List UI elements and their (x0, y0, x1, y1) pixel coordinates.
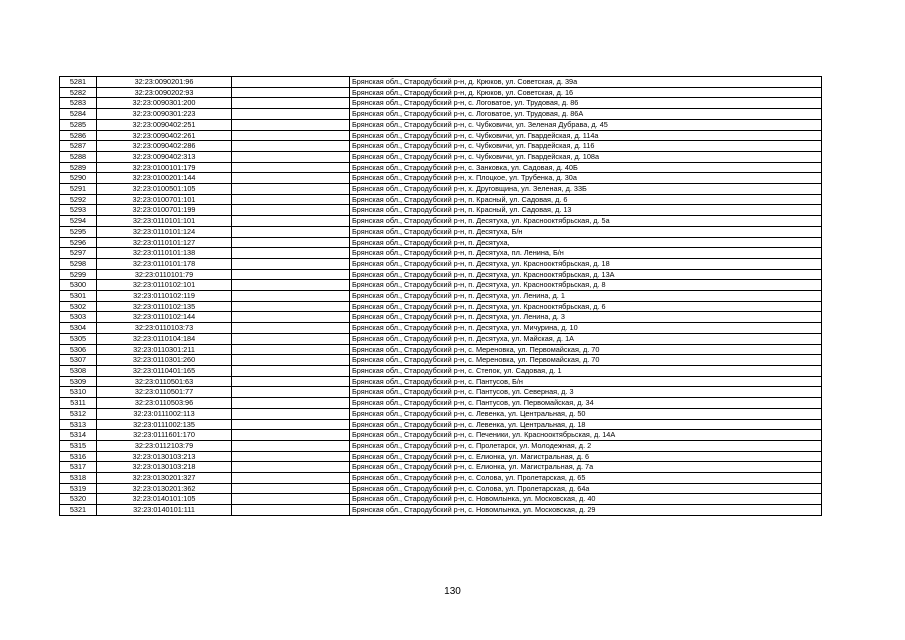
row-number-cell: 5285 (60, 119, 97, 130)
table-row (60, 162, 822, 173)
cadastral-number-cell: 32:23:0110101:127 (97, 237, 232, 248)
row-number-cell: 5295 (60, 226, 97, 237)
empty-cell (232, 237, 350, 248)
cadastral-number-cell: 32:23:0110101:178 (97, 258, 232, 269)
row-number-cell: 5305 (60, 333, 97, 344)
address-cell: Брянская обл., Стародубский р-н, п. Десятуха, ул. Краснооктябрьская, д. 6 (350, 301, 822, 312)
address-cell: Брянская обл., Стародубский р-н, с. Пантусов, ул. Северная, д. 3 (350, 387, 822, 398)
row-number-cell: 5296 (60, 237, 97, 248)
table-row (60, 87, 822, 98)
cadastral-number-cell: 32:23:0100701:199 (97, 205, 232, 216)
empty-cell (232, 119, 350, 130)
cadastral-number-cell: 32:23:0110101:138 (97, 248, 232, 259)
row-number-cell: 5319 (60, 483, 97, 494)
table-row (60, 505, 822, 516)
address-cell: Брянская обл., Стародубский р-н, д. Крюков, ул. Советская, д. 39а (350, 77, 822, 88)
empty-cell (232, 205, 350, 216)
cadastral-number-cell: 32:23:0110102:101 (97, 280, 232, 291)
table-row (60, 494, 822, 505)
cadastral-number-cell: 32:23:0112103:79 (97, 440, 232, 451)
empty-cell (232, 141, 350, 152)
address-cell: Брянская обл., Стародубский р-н, с. Занковка, ул. Садовая, д. 40Б (350, 162, 822, 173)
empty-cell (232, 109, 350, 120)
row-number-cell: 5308 (60, 365, 97, 376)
table-row (60, 109, 822, 120)
empty-cell (232, 98, 350, 109)
empty-cell (232, 258, 350, 269)
row-number-cell: 5318 (60, 473, 97, 484)
row-number-cell: 5299 (60, 269, 97, 280)
row-number-cell: 5290 (60, 173, 97, 184)
empty-cell (232, 462, 350, 473)
address-cell: Брянская обл., Стародубский р-н, с. Мереновка, ул. Первомайская, д. 70 (350, 355, 822, 366)
cadastral-number-cell: 32:23:0110101:79 (97, 269, 232, 280)
cadastral-number-cell: 32:23:0110102:135 (97, 301, 232, 312)
table-row (60, 312, 822, 323)
empty-cell (232, 408, 350, 419)
address-cell: Брянская обл., Стародубский р-н, с. Пантусов, ул. Первомайская, д. 34 (350, 398, 822, 409)
row-number-cell: 5310 (60, 387, 97, 398)
table-row (60, 216, 822, 227)
address-cell: Брянская обл., Стародубский р-н, с. Печеники, ул. Краснооктябрьская, д. 14А (350, 430, 822, 441)
address-cell: Брянская обл., Стародубский р-н, п. Десятуха, ул. Ленина, д. 3 (350, 312, 822, 323)
empty-cell (232, 194, 350, 205)
table-row (60, 333, 822, 344)
row-number-cell: 5289 (60, 162, 97, 173)
table-row (60, 237, 822, 248)
row-number-cell: 5304 (60, 323, 97, 334)
address-cell: Брянская обл., Стародубский р-н, п. Десятуха, ул. Мичурина, д. 10 (350, 323, 822, 334)
table-row (60, 440, 822, 451)
empty-cell (232, 151, 350, 162)
row-number-cell: 5302 (60, 301, 97, 312)
address-cell: Брянская обл., Стародубский р-н, с. Левенка, ул. Центральная, д. 18 (350, 419, 822, 430)
table-row (60, 430, 822, 441)
address-cell: Брянская обл., Стародубский р-н, с. Чубковичи, ул. Гвардейская, д. 116 (350, 141, 822, 152)
address-cell: Брянская обл., Стародубский р-н, п. Десятуха, ул. Краснооктябрьская, д. 5а (350, 216, 822, 227)
cadastral-number-cell: 32:23:0100501:105 (97, 184, 232, 195)
empty-cell (232, 323, 350, 334)
cadastral-number-cell: 32:23:0110102:119 (97, 291, 232, 302)
cadastral-number-cell: 32:23:0090402:251 (97, 119, 232, 130)
address-cell: Брянская обл., Стародубский р-н, п. Десятуха, ул. Ленина, д. 1 (350, 291, 822, 302)
table-row (60, 365, 822, 376)
cadastral-number-cell: 32:23:0111002:113 (97, 408, 232, 419)
row-number-cell: 5320 (60, 494, 97, 505)
empty-cell (232, 344, 350, 355)
table-row (60, 173, 822, 184)
empty-cell (232, 130, 350, 141)
empty-cell (232, 87, 350, 98)
table-body (60, 77, 822, 516)
row-number-cell: 5306 (60, 344, 97, 355)
address-cell: Брянская обл., Стародубский р-н, с. Мереновка, ул. Первомайская, д. 70 (350, 344, 822, 355)
cadastral-number-cell: 32:23:0130201:362 (97, 483, 232, 494)
cadastral-number-cell: 32:23:0090202:93 (97, 87, 232, 98)
table-row (60, 291, 822, 302)
cadastral-number-cell: 32:23:0100201:144 (97, 173, 232, 184)
table-row (60, 301, 822, 312)
cadastral-number-cell: 32:23:0110503:96 (97, 398, 232, 409)
empty-cell (232, 301, 350, 312)
cadastral-number-cell: 32:23:0090301:223 (97, 109, 232, 120)
cadastral-number-cell: 32:23:0100701:101 (97, 194, 232, 205)
table-row (60, 130, 822, 141)
address-cell: Брянская обл., Стародубский р-н, х. Друговщина, ул. Зеленая, д. 33Б (350, 184, 822, 195)
address-cell: Брянская обл., Стародубский р-н, с. Степок, ул. Садовая, д. 1 (350, 365, 822, 376)
table-row (60, 355, 822, 366)
empty-cell (232, 505, 350, 516)
empty-cell (232, 387, 350, 398)
empty-cell (232, 77, 350, 88)
cadastral-number-cell: 32:23:0110102:144 (97, 312, 232, 323)
row-number-cell: 5307 (60, 355, 97, 366)
cadastral-number-cell: 32:23:0110103:73 (97, 323, 232, 334)
page-number: 130 (444, 586, 461, 597)
row-number-cell: 5288 (60, 151, 97, 162)
table-row (60, 462, 822, 473)
table-row (60, 323, 822, 334)
address-cell: Брянская обл., Стародубский р-н, с. Новомлынка, ул. Московская, д. 29 (350, 505, 822, 516)
address-cell: Брянская обл., Стародубский р-н, д. Крюков, ул. Советская, д. 16 (350, 87, 822, 98)
cadastral-number-cell: 32:23:0110501:63 (97, 376, 232, 387)
empty-cell (232, 226, 350, 237)
empty-cell (232, 333, 350, 344)
empty-cell (232, 451, 350, 462)
row-number-cell: 5309 (60, 376, 97, 387)
table-row (60, 119, 822, 130)
empty-cell (232, 365, 350, 376)
address-cell: Брянская обл., Стародубский р-н, п. Десятуха, пл. Ленина, Б/н (350, 248, 822, 259)
cadastral-number-cell: 32:23:0110501:77 (97, 387, 232, 398)
address-cell: Брянская обл., Стародубский р-н, с. Солова, ул. Пролетарская, д. 64а (350, 483, 822, 494)
address-cell: Брянская обл., Стародубский р-н, п. Десятуха, ул. Краснооктябрьская, д. 18 (350, 258, 822, 269)
empty-cell (232, 173, 350, 184)
table-row (60, 226, 822, 237)
table-row (60, 376, 822, 387)
address-cell: Брянская обл., Стародубский р-н, п. Красный, ул. Садовая, д. 6 (350, 194, 822, 205)
address-cell: Брянская обл., Стародубский р-н, п. Красный, ул. Садовая, д. 13 (350, 205, 822, 216)
cadastral-number-cell: 32:23:0100101:179 (97, 162, 232, 173)
empty-cell (232, 473, 350, 484)
address-cell: Брянская обл., Стародубский р-н, с. Солова, ул. Пролетарская, д. 65 (350, 473, 822, 484)
empty-cell (232, 248, 350, 259)
empty-cell (232, 494, 350, 505)
empty-cell (232, 419, 350, 430)
empty-cell (232, 440, 350, 451)
empty-cell (232, 355, 350, 366)
row-number-cell: 5287 (60, 141, 97, 152)
row-number-cell: 5297 (60, 248, 97, 259)
cadastral-number-cell: 32:23:0111002:135 (97, 419, 232, 430)
row-number-cell: 5313 (60, 419, 97, 430)
address-cell: Брянская обл., Стародубский р-н, с. Логоватое, ул. Трудовая, д. 86 (350, 98, 822, 109)
row-number-cell: 5298 (60, 258, 97, 269)
address-cell: Брянская обл., Стародубский р-н, с. Елионка, ул. Магистральная, д. 6 (350, 451, 822, 462)
cadastral-number-cell: 32:23:0110301:260 (97, 355, 232, 366)
row-number-cell: 5312 (60, 408, 97, 419)
row-number-cell: 5311 (60, 398, 97, 409)
table-row (60, 344, 822, 355)
address-cell: Брянская обл., Стародубский р-н, х. Плоцкое, ул. Трубенка, д. 30а (350, 173, 822, 184)
cadastral-number-cell: 32:23:0110301:211 (97, 344, 232, 355)
cadastral-number-cell: 32:23:0110104:184 (97, 333, 232, 344)
cadastral-number-cell: 32:23:0090402:313 (97, 151, 232, 162)
address-cell: Брянская обл., Стародубский р-н, с. Левенка, ул. Центральная, д. 50 (350, 408, 822, 419)
table-row (60, 483, 822, 494)
empty-cell (232, 483, 350, 494)
empty-cell (232, 216, 350, 227)
table-row (60, 280, 822, 291)
empty-cell (232, 291, 350, 302)
row-number-cell: 5284 (60, 109, 97, 120)
row-number-cell: 5292 (60, 194, 97, 205)
row-number-cell: 5282 (60, 87, 97, 98)
row-number-cell: 5300 (60, 280, 97, 291)
table-row (60, 194, 822, 205)
cadastral-number-cell: 32:23:0130103:213 (97, 451, 232, 462)
table-row (60, 473, 822, 484)
row-number-cell: 5283 (60, 98, 97, 109)
table-row (60, 248, 822, 259)
empty-cell (232, 376, 350, 387)
table-row (60, 451, 822, 462)
cadastral-number-cell: 32:23:0140101:111 (97, 505, 232, 516)
document-table (59, 76, 822, 516)
table-row (60, 419, 822, 430)
empty-cell (232, 269, 350, 280)
address-cell: Брянская обл., Стародубский р-н, с. Логоватое, ул. Трудовая, д. 86А (350, 109, 822, 120)
row-number-cell: 5281 (60, 77, 97, 88)
empty-cell (232, 312, 350, 323)
table-row (60, 205, 822, 216)
row-number-cell: 5314 (60, 430, 97, 441)
cadastral-number-cell: 32:23:0090402:261 (97, 130, 232, 141)
address-cell: Брянская обл., Стародубский р-н, с. Пролетарск, ул. Молодежная, д. 2 (350, 440, 822, 451)
table-row (60, 269, 822, 280)
table-row (60, 141, 822, 152)
cadastral-number-cell: 32:23:0110101:124 (97, 226, 232, 237)
cadastral-number-cell: 32:23:0090301:200 (97, 98, 232, 109)
row-number-cell: 5317 (60, 462, 97, 473)
cadastral-number-cell: 32:23:0111601:170 (97, 430, 232, 441)
address-cell: Брянская обл., Стародубский р-н, с. Елионка, ул. Магистральная, д. 7а (350, 462, 822, 473)
row-number-cell: 5321 (60, 505, 97, 516)
address-cell: Брянская обл., Стародубский р-н, с. Чубковичи, ул. Гвардейская, д. 114а (350, 130, 822, 141)
table-row (60, 184, 822, 195)
row-number-cell: 5301 (60, 291, 97, 302)
cadastral-number-cell: 32:23:0130201:327 (97, 473, 232, 484)
address-cell: Брянская обл., Стародубский р-н, п. Десятуха, ул. Краснооктябрьская, д. 8 (350, 280, 822, 291)
cadastral-number-cell: 32:23:0110101:101 (97, 216, 232, 227)
empty-cell (232, 162, 350, 173)
cadastral-number-cell: 32:23:0140101:105 (97, 494, 232, 505)
address-cell: Брянская обл., Стародубский р-н, п. Десятуха, ул. Майская, д. 1А (350, 333, 822, 344)
row-number-cell: 5316 (60, 451, 97, 462)
table-row (60, 398, 822, 409)
table-row (60, 408, 822, 419)
cadastral-number-cell: 32:23:0110401:165 (97, 365, 232, 376)
empty-cell (232, 398, 350, 409)
row-number-cell: 5286 (60, 130, 97, 141)
address-cell: Брянская обл., Стародубский р-н, с. Новомлынка, ул. Московская, д. 40 (350, 494, 822, 505)
empty-cell (232, 184, 350, 195)
cadastral-number-cell: 32:23:0130103:218 (97, 462, 232, 473)
cadastral-number-cell: 32:23:0090201:96 (97, 77, 232, 88)
empty-cell (232, 280, 350, 291)
table-row (60, 258, 822, 269)
address-cell: Брянская обл., Стародубский р-н, п. Десятуха, Б/н (350, 226, 822, 237)
row-number-cell: 5303 (60, 312, 97, 323)
empty-cell (232, 430, 350, 441)
table-row (60, 77, 822, 88)
address-cell: Брянская обл., Стародубский р-н, п. Десятуха, (350, 237, 822, 248)
address-cell: Брянская обл., Стародубский р-н, с. Чубковичи, ул. Гвардейская, д. 108а (350, 151, 822, 162)
table-row (60, 387, 822, 398)
address-cell: Брянская обл., Стародубский р-н, п. Десятуха, ул. Краснооктябрьская, д. 13А (350, 269, 822, 280)
address-cell: Брянская обл., Стародубский р-н, с. Пантусов, Б/н (350, 376, 822, 387)
address-cell: Брянская обл., Стародубский р-н, с. Чубковичи, ул. Зеленая Дубрава, д. 45 (350, 119, 822, 130)
row-number-cell: 5291 (60, 184, 97, 195)
table-row (60, 151, 822, 162)
row-number-cell: 5294 (60, 216, 97, 227)
table-row (60, 98, 822, 109)
cadastral-number-cell: 32:23:0090402:286 (97, 141, 232, 152)
row-number-cell: 5315 (60, 440, 97, 451)
row-number-cell: 5293 (60, 205, 97, 216)
